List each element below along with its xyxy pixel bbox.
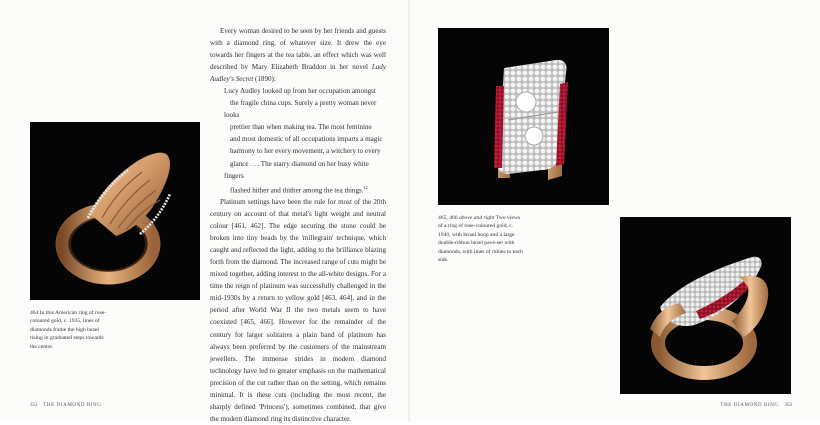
quote-line: Lucy Audley looked up from her occupation amongst — [224, 87, 376, 96]
diamond-ruby-ring-front — [438, 28, 609, 205]
novel-title: Lady Audley's Secret — [210, 63, 386, 84]
folio-left — [30, 403, 101, 408]
caption-number: 464 — [30, 310, 39, 316]
paragraph-2: Platinum settings have been the rule for most of the 20th century on account of that metal's light weight and neutral colour [461, 462]. The edge securing the stone could be broken into tiny beads by the 'millegrain' technique, which caught and reflected the light, adding to the brilliance blazing forth from the diamond. The increased range of cuts might be mixed together, adding interest to the all-white designs. For a time the reign of platinum was successfully challenged in the mid-1930s by a return to yellow gold [463, 464], and in the period after World War II the two metals seem to have coexisted [465, 466]. However for the remainder of the century for larger solitaires a plain band of platinum has always been preferred by the customers of the mainstream jewellers. The immense strides in modern diamond technology have led to greater emphasis on the mathematical precision of the cut rather than on the setting, which remains minimal. It is these cuts (including the most recent, the sharply defined 'Princess'), sometimes combined, that give the modern diamond ring its distinctive character. — [210, 198, 386, 423]
caption-text: Two views of a ring of rose-coloured gold, c. 1940, with broad hoop and a large double-ribbon bezel pavé-set with diamonds, with lines of rubies to each side. — [438, 215, 523, 264]
block-quote — [224, 85, 386, 196]
quote-line: and most domestic of all occupations imparts a magic — [230, 135, 383, 144]
caption-465-466 — [438, 214, 526, 264]
ring-photo-465 — [438, 28, 609, 205]
page-number: 352 — [30, 403, 38, 408]
page-number: 353 — [784, 403, 792, 408]
paragraph-1 — [210, 25, 386, 85]
diamond-ruby-ring-side — [620, 217, 791, 394]
ring-photo-464 — [30, 122, 200, 300]
footnote-ref: 12 — [363, 184, 368, 190]
running-head: THE DIAMOND RING — [720, 403, 779, 408]
paragraph-1-text: Every woman desired to be seen by her friends and guests with a diamond ring, of whatever size. It drew the eye towards her fingers at the tea table, an effect which was well described by Mary Elizabeth Braddon in her novel — [210, 27, 386, 72]
caption-number: 465, 466 — [438, 215, 458, 221]
quote-line: prettier than when making tea. The most feminine — [230, 123, 372, 132]
novel-year: (1890): — [255, 75, 276, 84]
ring-photo-466 — [620, 217, 791, 394]
quote-line: harmony to her every movement, a witchery to every — [230, 147, 381, 156]
quote-line: flashed hither and thither among the tea things. — [230, 185, 364, 194]
gold-ring-illustration — [30, 122, 200, 300]
quote-line: glance . . . The starry diamond on her busy white fingers — [224, 159, 369, 180]
right-page — [410, 0, 820, 422]
quote-line: the fragile china cups. Surely a pretty woman never looks — [224, 99, 377, 120]
folio-right — [720, 403, 792, 408]
running-head: THE DIAMOND RING — [43, 403, 102, 408]
caption-position: above and right — [458, 215, 495, 221]
caption-text: In this American ring of rose-coloured gold, c. 1935, lines of diamonds frame the high bezel rising in graduated steps towards the centre. — [30, 310, 107, 350]
body-text — [210, 25, 386, 425]
quote-line-last — [224, 182, 386, 196]
left-page — [0, 0, 410, 422]
caption-464 — [30, 309, 110, 351]
